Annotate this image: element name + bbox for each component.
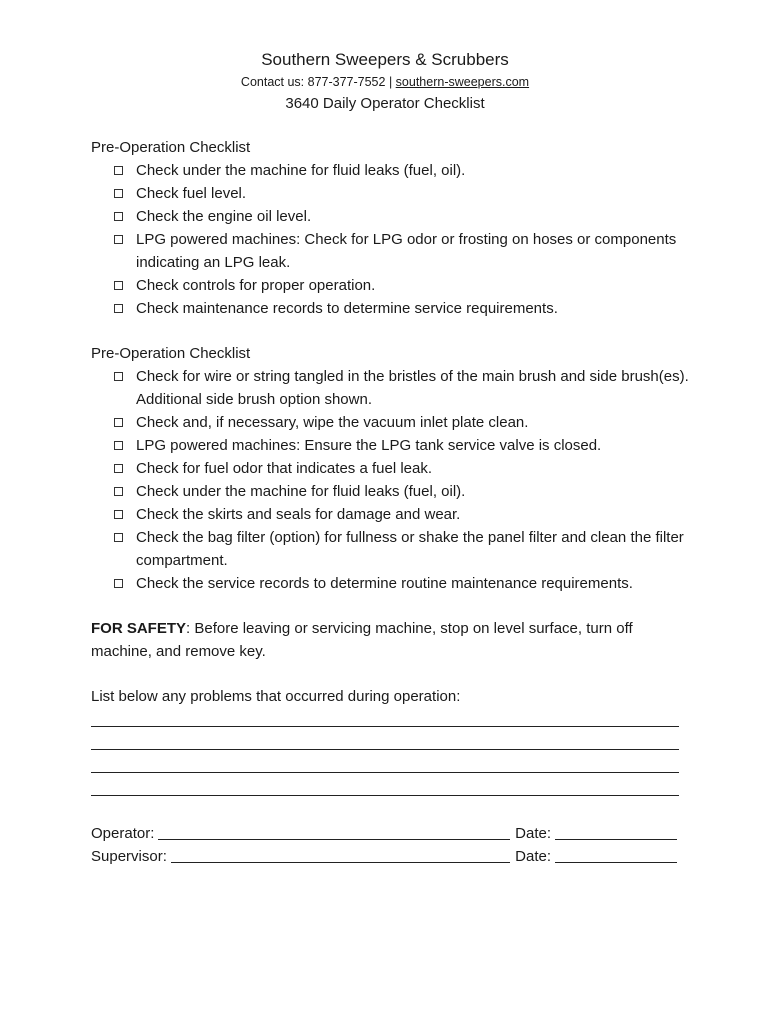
item-text: Check under the machine for fluid leaks (fuel, oil). [136, 483, 466, 500]
item-text: LPG powered machines: Ensure the LPG tank service valve is closed. [136, 437, 602, 454]
contact-text: Contact us: 877-377-7552 | [240, 75, 396, 89]
item-text: Check maintenance records to determine service requirements. [136, 300, 558, 317]
company-name: Southern Sweepers & Scrubbers [261, 50, 509, 69]
item-text: Check under the machine for fluid leaks (fuel, oil). [136, 162, 466, 179]
operator-date-label: Date: [515, 825, 551, 842]
checklist-item [91, 365, 691, 411]
supervisor-date-line[interactable] [555, 861, 677, 863]
document-title: 3640 Daily Operator Checklist [285, 95, 485, 112]
checklist-item [91, 457, 691, 480]
operator-row [91, 822, 677, 845]
checkbox[interactable] [114, 418, 123, 427]
section2-title: Pre-Operation Checklist [91, 345, 251, 362]
item-text: Check controls for proper operation. [136, 277, 376, 294]
section1-checklist [91, 159, 691, 320]
operator-label: Operator: [91, 825, 155, 842]
safety-note [91, 617, 691, 663]
checkbox[interactable] [114, 189, 123, 198]
problems-lines [91, 708, 691, 800]
checkbox[interactable] [114, 487, 123, 496]
section1-title: Pre-Operation Checklist [91, 139, 251, 156]
checklist-item [91, 228, 691, 274]
problem-line[interactable] [91, 704, 679, 727]
item-text: Check the bag filter (option) for fullness or shake the panel filter and clean the filter compartment. [136, 529, 684, 569]
checklist-item [91, 572, 691, 595]
checklist-item [91, 274, 691, 297]
checkbox[interactable] [114, 464, 123, 473]
checklist-item [91, 182, 691, 205]
problems-label: List below any problems that occurred during operation: [91, 688, 461, 705]
item-text: Check for fuel odor that indicates a fuel leak. [136, 460, 433, 477]
item-text: Check and, if necessary, wipe the vacuum inlet plate clean. [136, 414, 529, 431]
checkbox[interactable] [114, 579, 123, 588]
problem-line[interactable] [91, 727, 679, 750]
problem-line[interactable] [91, 750, 679, 773]
supervisor-label: Supervisor: [91, 848, 167, 865]
item-text: LPG powered machines: Check for LPG odor or frosting on hoses or components indicating an LPG leak. [136, 231, 677, 271]
checkbox[interactable] [114, 372, 123, 381]
supervisor-row [91, 845, 677, 868]
supervisor-date-label: Date: [515, 848, 551, 865]
checklist-item [91, 159, 691, 182]
checklist-item [91, 526, 691, 572]
safety-text: : Before leaving or servicing machine, stop on level surface, turn off machine, and remove key. [91, 620, 633, 660]
operator-signature-line[interactable] [158, 838, 510, 840]
problem-line[interactable] [91, 773, 679, 796]
supervisor-signature-line[interactable] [171, 861, 510, 863]
checkbox[interactable] [114, 441, 123, 450]
contact-line [0, 73, 770, 91]
item-text: Check the skirts and seals for damage and wear. [136, 506, 461, 523]
document-header [0, 48, 770, 115]
item-text: Check the service records to determine routine maintenance requirements. [136, 575, 633, 592]
safety-label: FOR SAFETY [91, 620, 187, 637]
checkbox[interactable] [114, 166, 123, 175]
item-text: Check fuel level. [136, 185, 247, 202]
checklist-item [91, 297, 691, 320]
checkbox[interactable] [114, 533, 123, 542]
checklist-item [91, 205, 691, 228]
checkbox[interactable] [114, 510, 123, 519]
checkbox[interactable] [114, 281, 123, 290]
checkbox[interactable] [114, 304, 123, 313]
checklist-item [91, 434, 691, 457]
checklist-item [91, 411, 691, 434]
checkbox[interactable] [114, 235, 123, 244]
item-text: Check the engine oil level. [136, 208, 312, 225]
operator-date-line[interactable] [555, 838, 677, 840]
website-link[interactable]: southern-sweepers.com [395, 75, 530, 89]
section2-checklist [91, 365, 691, 595]
checklist-item [91, 503, 691, 526]
document-body [91, 136, 691, 868]
checklist-item [91, 480, 691, 503]
item-text: Check for wire or string tangled in the bristles of the main brush and side brush(es). Additional side brush option shown. [136, 368, 689, 408]
checkbox[interactable] [114, 212, 123, 221]
